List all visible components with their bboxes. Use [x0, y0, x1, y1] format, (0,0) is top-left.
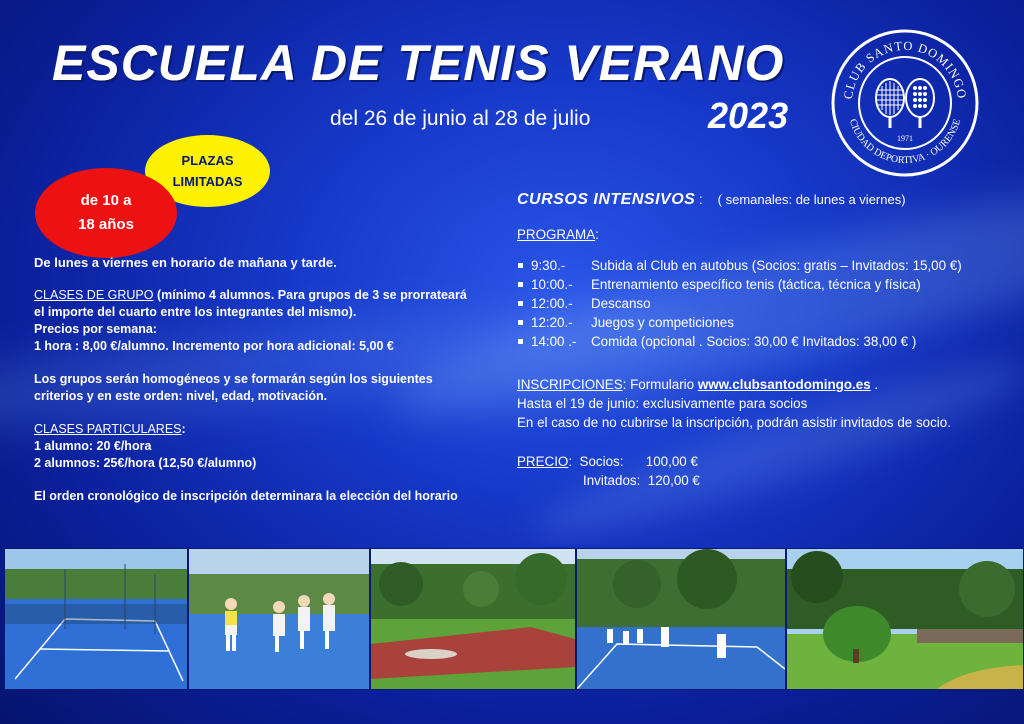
clases-particulares-colon: :: [181, 422, 186, 436]
photo-park-court: [370, 548, 576, 690]
photo-group-court: [576, 548, 786, 690]
list-item: 14:00 .- Comida (opcional . Socios: 30,00 € Invitados: 38,00 € ): [517, 332, 1017, 351]
left-info-column: [34, 254, 474, 505]
clases-particulares-heading: CLASES PARTICULARES: [34, 422, 182, 436]
list-item: 12:20.- Juegos y competiciones: [517, 313, 1017, 332]
precio-invitados: Invitados: 120,00 €: [583, 473, 700, 488]
cursos-intensivos-heading: CURSOS INTENSIVOS: [517, 191, 696, 208]
clases-particulares-heading-line: [34, 421, 474, 438]
inscripciones-text: : Formulario: [622, 377, 698, 392]
inscripciones-line: [517, 375, 1017, 394]
particular-price-2: 2 alumnos: 25€/hora (12,50 €/alumno): [34, 456, 257, 470]
list-item: 9:30.- Subida al Club en autobus (Socios: gratis – Invitados: 15,00 €): [517, 256, 1017, 275]
club-logo: [830, 28, 980, 178]
precio-heading: PRECIO: [517, 454, 569, 469]
programa-colon: :: [595, 227, 599, 242]
programa-heading: PROGRAMA: [517, 227, 596, 242]
inscripciones-heading: INSCRIPCIONES: [517, 377, 623, 392]
date-range: del 26 de junio al 28 de julio: [330, 107, 591, 130]
precios-label: Precios por semana:: [34, 322, 157, 336]
precio-line: [517, 452, 1017, 471]
inscripciones-socios: Hasta el 19 de junio: exclusivamente para socios: [517, 396, 808, 411]
svg-text:1971: 1971: [897, 134, 913, 143]
page-title: ESCUELA DE TENIS VERANO: [52, 35, 785, 91]
photo-courts-fences: [4, 548, 188, 690]
photo-strip: [0, 548, 1024, 690]
plazas-line1: PLAZAS: [181, 153, 234, 168]
plazas-line2: LIMITADAS: [172, 174, 243, 189]
schedule-intro: De lunes a viernes en horario de mañana y tarde.: [34, 255, 337, 270]
particular-price-1: 1 alumno: 20 €/hora: [34, 439, 152, 453]
precio-socios: Socios: 100,00 €: [579, 454, 698, 469]
cursos-intensivos-line: [517, 190, 1017, 209]
age-line2: 18 años: [78, 216, 134, 233]
precio-colon: :: [568, 454, 573, 469]
inscripciones-end: .: [870, 377, 879, 392]
age-badge: [35, 168, 177, 258]
grupos-criterios: Los grupos serán homogéneos y se formarán según los siguientes criterios y en este orden: nivel, edad, motivación.: [34, 372, 433, 403]
svg-text:CLUB SANTO DOMINGO: CLUB SANTO DOMINGO: [841, 38, 969, 101]
orden-inscripcion: El orden cronológico de inscripción determinara la elección del horario: [34, 489, 458, 503]
photo-kids-rackets: [188, 548, 370, 690]
list-item: 10:00.- Entrenamiento específico tenis (táctica, técnica y física): [517, 275, 1017, 294]
svg-text:CIUDAD DEPORTIVA · OURENSE: CIUDAD DEPORTIVA · OURENSE: [846, 117, 964, 167]
cursos-intensivos-sub: ( semanales: de lunes a viernes): [717, 192, 906, 207]
year: 2023: [708, 95, 789, 136]
programa-heading-line: [517, 225, 1017, 244]
programa-list: [517, 256, 1017, 351]
clases-grupo-paragraph: [34, 287, 474, 321]
age-line1: de 10 a: [80, 192, 132, 209]
clases-grupo-note: (mínimo 4 alumnos. Para grupos de 3 se prorrateará el importe del cuarto entre los integrantes del mismo).: [34, 288, 467, 319]
list-item: 12:00.- Descanso: [517, 294, 1017, 313]
inscripciones-invitados: En el caso de no cubrirse la inscripción, podrán asistir invitados de socio.: [517, 415, 951, 430]
photo-lawn-bush: [786, 548, 1024, 690]
club-website-link[interactable]: www.clubsantodomingo.es: [697, 377, 871, 392]
clases-grupo-heading: CLASES DE GRUPO: [34, 288, 154, 302]
right-info-column: [517, 190, 1017, 490]
precio-hora: 1 hora : 8,00 €/alumno. Incremento por hora adicional: 5,00 €: [34, 339, 394, 353]
cursos-intensivos-colon: :: [699, 192, 703, 207]
